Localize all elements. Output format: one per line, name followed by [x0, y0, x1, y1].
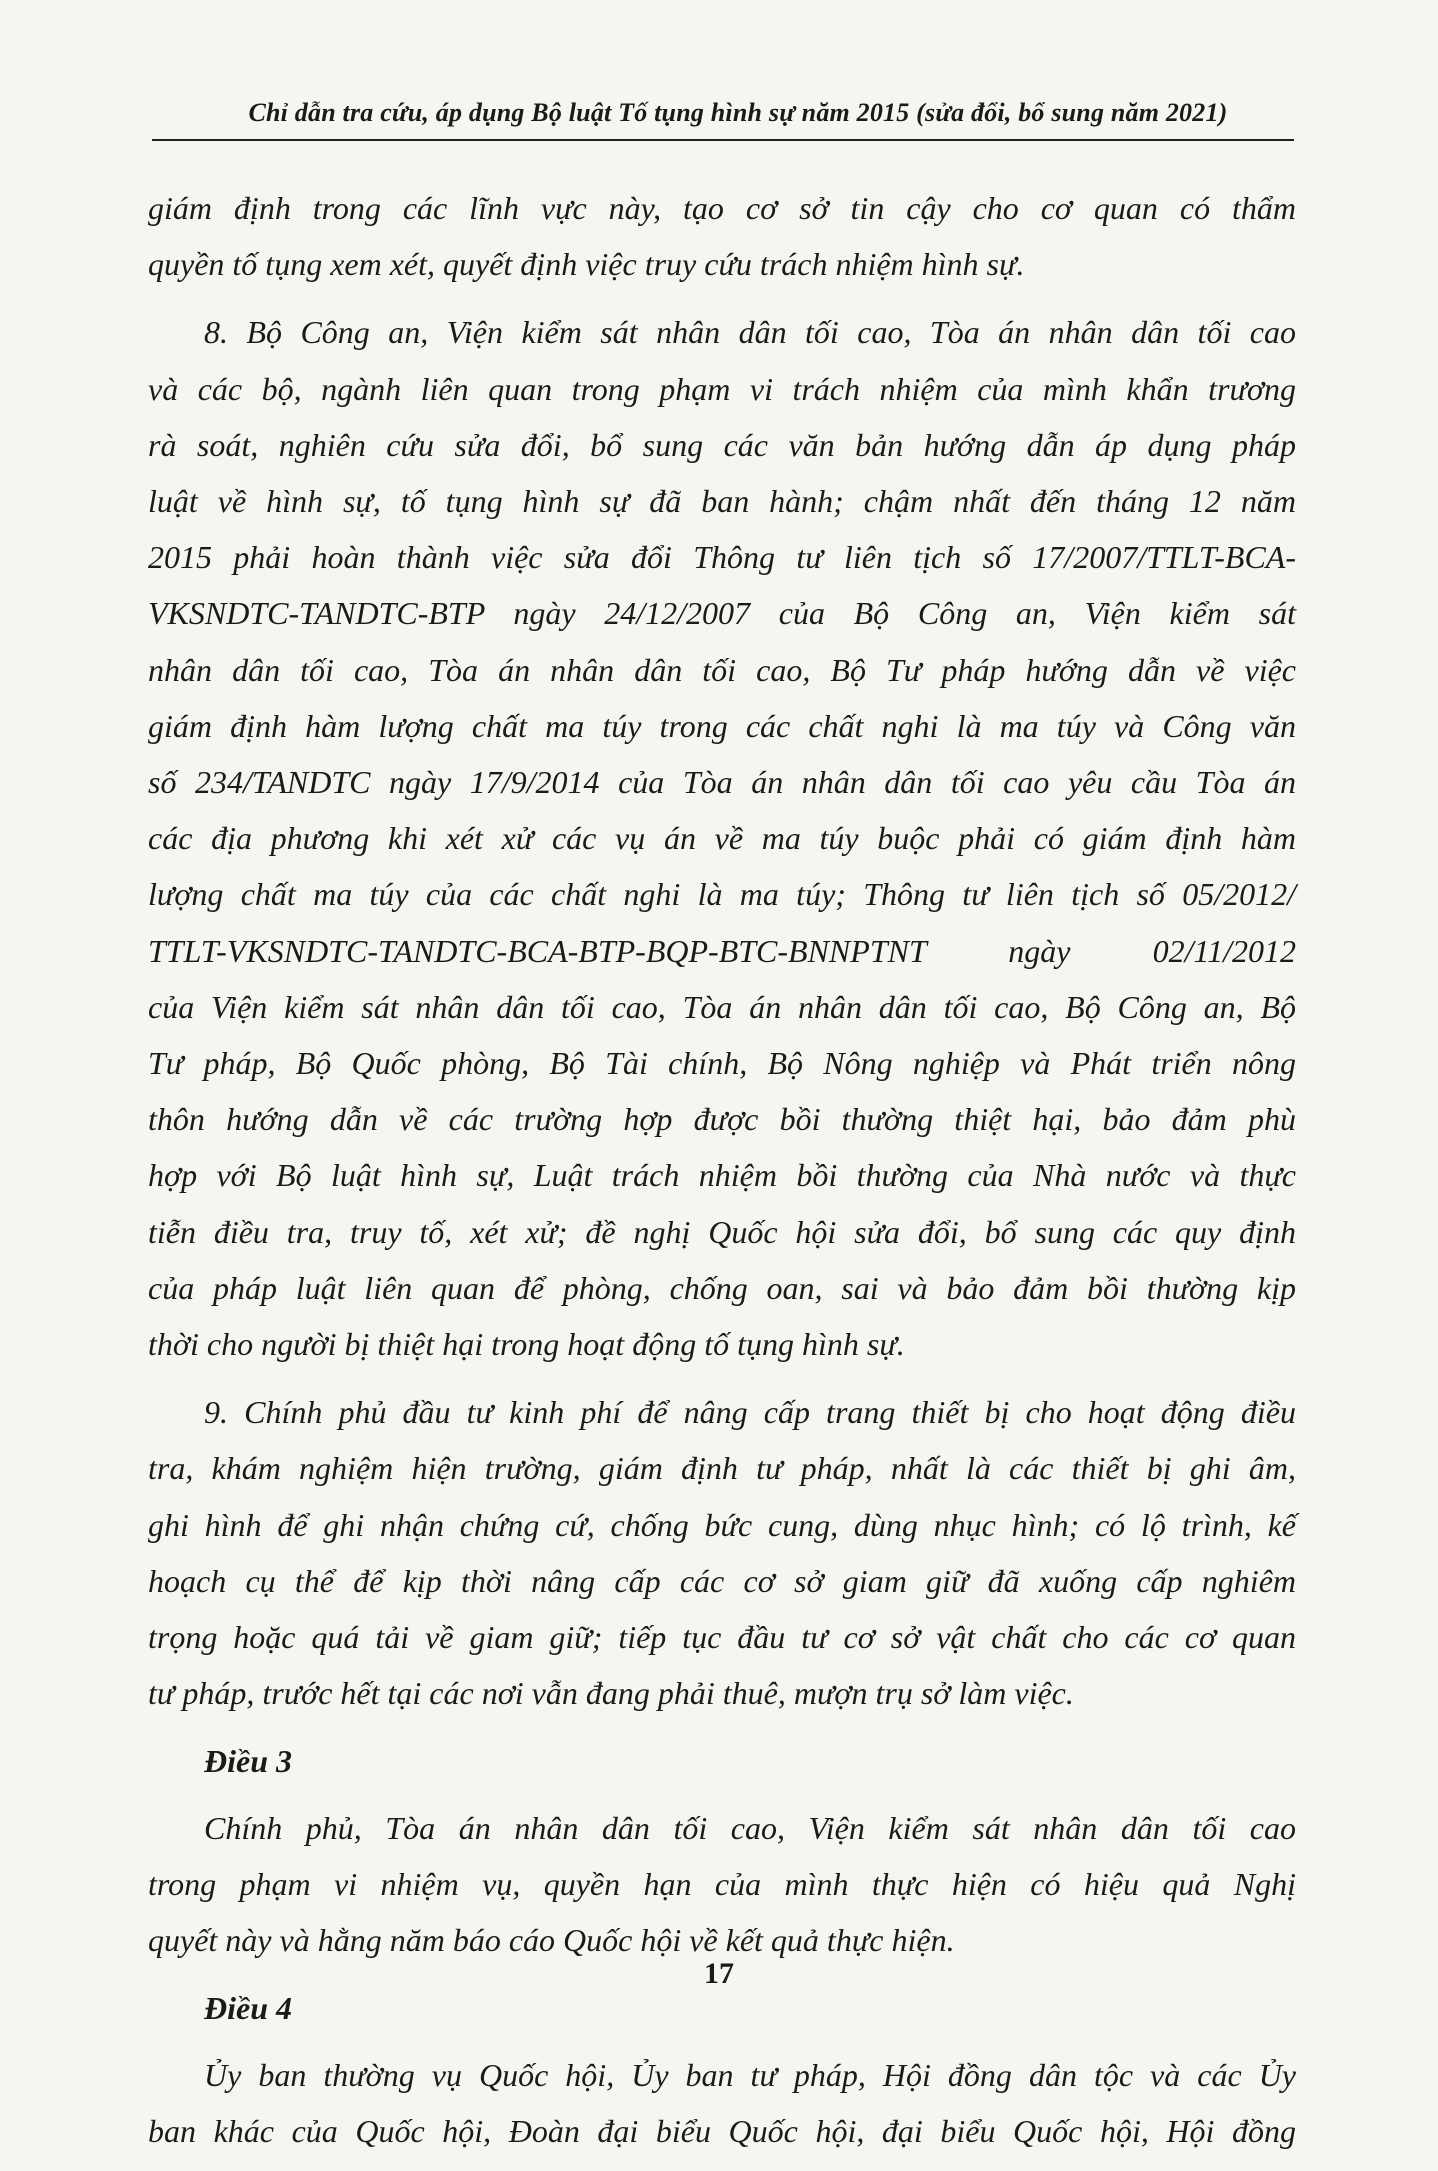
text-line: của pháp luật liên quan để phòng, chống oan, sai và bảo đảm bồi thường kịp: [148, 1269, 1296, 1306]
article-3-body: [148, 1800, 1296, 1969]
text-line: quyền tố tụng xem xét, quyết định việc truy cứu trách nhiệm hình sự.: [148, 246, 1025, 283]
text-line: và các bộ, ngành liên quan trong phạm vi trách nhiệm của mình khẩn trương: [148, 370, 1296, 407]
text-line: nhân dân tối cao, Tòa án nhân dân tối cao, Bộ Tư pháp hướng dẫn về việc: [148, 651, 1296, 688]
text-line: lượng chất ma túy của các chất nghi là ma túy; Thông tư liên tịch số 05/2012/: [148, 876, 1296, 913]
text-line: 2015 phải hoàn thành việc sửa đổi Thông tư liên tịch số 17/2007/TTLT-BCA-: [148, 539, 1296, 576]
text-line: luật về hình sự, tố tụng hình sự đã ban hành; chậm nhất đến tháng 12 năm: [148, 483, 1296, 520]
text-line: 8. Bộ Công an, Viện kiểm sát nhân dân tối cao, Tòa án nhân dân tối cao: [204, 314, 1296, 351]
text-line: Ủy ban thường vụ Quốc hội, Ủy ban tư pháp, Hội đồng dân tộc và các Ủy: [204, 2056, 1296, 2093]
paragraph-item-8: [148, 304, 1296, 1372]
header-divider: [152, 139, 1294, 141]
text-line: Tư pháp, Bộ Quốc phòng, Bộ Tài chính, Bộ Nông nghiệp và Phát triển nông: [148, 1045, 1296, 1082]
text-line: thời cho người bị thiệt hại trong hoạt động tố tụng hình sự.: [148, 1326, 905, 1363]
text-line: ghi hình để ghi nhận chứng cứ, chống bức cung, dùng nhục hình; có lộ trình, kế: [148, 1506, 1296, 1543]
text-line: tra, khám nghiệm hiện trường, giám định tư pháp, nhất là các thiết bị ghi âm,: [148, 1450, 1296, 1487]
text-line: hợp với Bộ luật hình sự, Luật trách nhiệm bồi thường của Nhà nước và thực: [148, 1157, 1296, 1194]
running-header: Chỉ dẫn tra cứu, áp dụng Bộ luật Tố tụng hình sự năm 2015 (sửa đổi, bổ sung năm 2021): [248, 98, 1228, 127]
text-line: trọng hoặc quá tải về giam giữ; tiếp tục đầu tư cơ sở vật chất cho các cơ quan: [148, 1619, 1296, 1656]
article-3-heading: Điều 3: [204, 1743, 292, 1780]
article-4-body: [148, 2047, 1296, 2159]
paragraph-item-9: [148, 1384, 1296, 1721]
text-line: quyết này và hằng năm báo cáo Quốc hội về kết quả thực hiện.: [148, 1922, 955, 1959]
text-line: Chính phủ, Tòa án nhân dân tối cao, Viện kiểm sát nhân dân tối cao: [204, 1809, 1296, 1846]
text-line: rà soát, nghiên cứu sửa đổi, bổ sung các văn bản hướng dẫn áp dụng pháp: [148, 426, 1296, 463]
text-line: TTLT-VKSNDTC-TANDTC-BCA-BTP-BQP-BTC-BNNPTNT ngày 02/11/2012: [148, 932, 1296, 969]
text-line: thôn hướng dẫn về các trường hợp được bồi thường thiệt hại, bảo đảm phù: [148, 1101, 1296, 1138]
text-line: giám định hàm lượng chất ma túy trong các chất nghi là ma túy và Công văn: [148, 707, 1296, 744]
text-line: trong phạm vi nhiệm vụ, quyền hạn của mình thực hiện có hiệu quả Nghị: [148, 1865, 1296, 1902]
body-text: [148, 180, 1296, 2171]
text-line: số 234/TANDTC ngày 17/9/2014 của Tòa án nhân dân tối cao yêu cầu Tòa án: [148, 764, 1296, 801]
page-number: 17: [704, 1957, 734, 1990]
text-line: 9. Chính phủ đầu tư kinh phí để nâng cấp trang thiết bị cho hoạt động điều: [204, 1394, 1296, 1431]
text-line: tiễn điều tra, truy tố, xét xử; đề nghị Quốc hội sửa đổi, bổ sung các quy định: [148, 1213, 1296, 1250]
text-line: giám định trong các lĩnh vực này, tạo cơ sở tin cậy cho cơ quan có thẩm: [148, 190, 1296, 226]
paragraph-continuation: [148, 180, 1296, 292]
article-4-heading: Điều 4: [204, 1990, 292, 2027]
text-line: tư pháp, trước hết tại các nơi vẫn đang phải thuê, mượn trụ sở làm việc.: [148, 1675, 1074, 1712]
text-line: của Viện kiểm sát nhân dân tối cao, Tòa án nhân dân tối cao, Bộ Công an, Bộ: [148, 988, 1296, 1025]
text-line: hoạch cụ thể để kịp thời nâng cấp các cơ sở giam giữ đã xuống cấp nghiêm: [148, 1562, 1296, 1599]
text-line: VKSNDTC-TANDTC-BTP ngày 24/12/2007 của Bộ Công an, Viện kiểm sát: [148, 595, 1296, 632]
text-line: các địa phương khi xét xử các vụ án về ma túy buộc phải có giám định hàm: [148, 820, 1296, 857]
text-line: ban khác của Quốc hội, Đoàn đại biểu Quốc hội, đại biểu Quốc hội, Hội đồng: [148, 2112, 1296, 2149]
